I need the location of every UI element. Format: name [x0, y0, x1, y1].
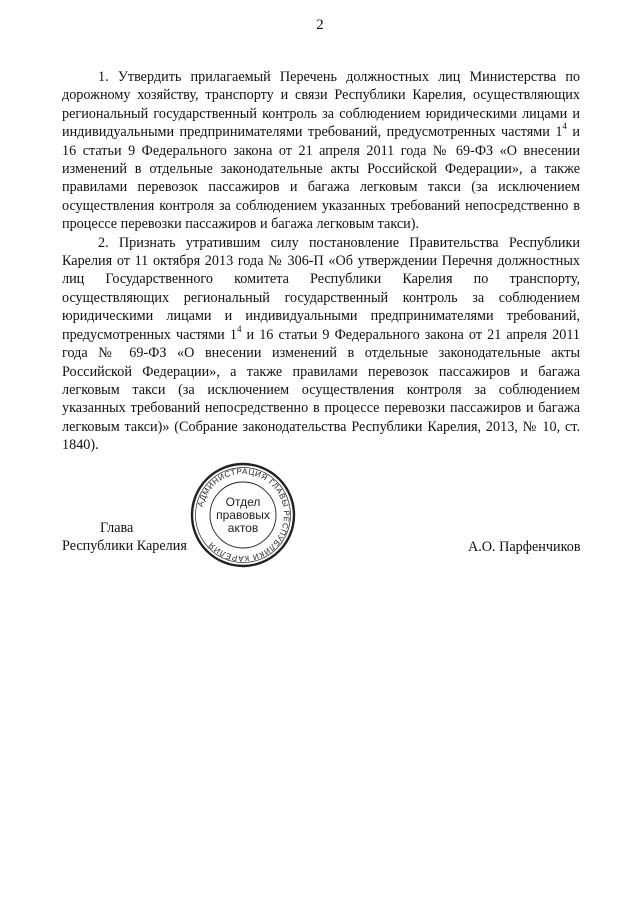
stamp-center-line-3: актов [227, 521, 259, 535]
page-number: 2 [316, 17, 324, 33]
paragraph-repeal-resolution [62, 234, 580, 455]
paragraph-1-text-end: и 16 статьи 9 Федерального закона от 21 апреля 2011 года № 69-ФЗ «О внесении изменений в отдельные законодательные акты Российской Федерации», а также правилами перевозок пассажиров и багажа легковым такси (за исключением осуществления контроля за соблюдением указанных требований непосредственно в процессе перевозки пассажиров и багажа легковым такси). [62, 124, 580, 233]
paragraph-approve-list [62, 68, 580, 234]
paragraph-2-text-end: и 16 статьи 9 Федерального закона от 21 апреля 2011 года № 69-ФЗ «О внесении изменений в отдельные законодательные акты Российской Федерации», а также правилами перевозок пассажиров и багажа легковым такси (за исключением осуществления контроля за соблюдением указанных требований непосредственно в процессе перевозки пассажиров и багажа легковым такси)» (Собрание законодательства Республики Карелия, 2013, № 10, ст. 1840). [62, 326, 580, 454]
paragraph-2-text-start: 2. Признать утратившим силу постановление Правительства Республики Карелия от 11 октября 2013 года № 306-П «Об утверждении Перечня должностных лиц Государственного комитета Республики Карелия по транспорту, осуществляющих региональный государственный контроль за соблюдением юридическими лицами и индивидуальными предпринимателями требований, предусмотренных частями 1 [62, 234, 580, 343]
paragraph-1-text-start: 1. Утвердить прилагаемый Перечень должностных лиц Министерства по дорожному хозяйству, транспорту и связи Республики Карелия, осуществляющих региональный государственный контроль за соблюдением юридическими лицами и индивидуальными предпринимателями требований, предусмотренных частями 1 [62, 69, 580, 141]
stamp-ring-text: АДМИНИСТРАЦИЯ ГЛАВЫ РЕСПУБЛИКИ КАРЕЛИЯ [195, 466, 292, 564]
signatory-title-line-1: Глава [100, 520, 134, 536]
stamp-center-line-2: правовых [216, 508, 270, 522]
paragraph-1-superscript: 4 [562, 121, 567, 132]
paragraph-2-superscript: 4 [236, 323, 242, 334]
official-stamp [188, 460, 298, 570]
document-body [62, 68, 580, 455]
signatory-title-line-2: Республики Карелия [62, 538, 187, 555]
stamp-center-line-1: Отдел [225, 495, 261, 509]
signatory-name: А.О. Парфенчиков [468, 539, 581, 555]
